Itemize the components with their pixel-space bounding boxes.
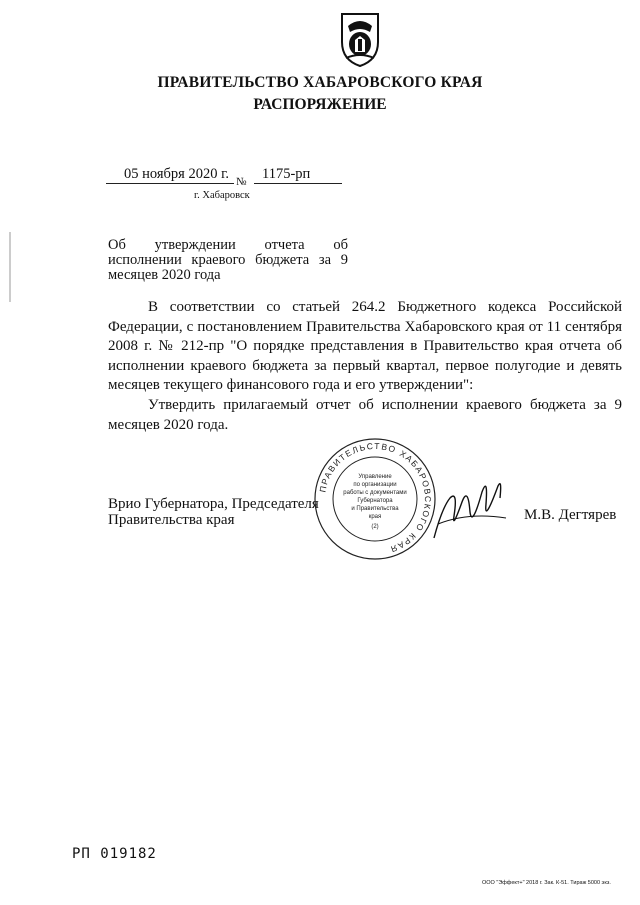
signatory-position-line-1: Врио Губернатора, Председателя [108,496,319,512]
number-underline [254,183,342,184]
government-title: ПРАВИТЕЛЬСТВО ХАБАРОВСКОГО КРАЯ [157,74,483,91]
signatory-name: М.В. Дегтярев [524,507,617,523]
document-number: 1175-рп [262,166,311,182]
stamp-line: по организации [353,482,397,488]
scan-margin-mark [8,232,12,532]
stamp-line: и Правительства [351,506,399,512]
stamp-line: Управление [358,474,392,480]
stamp-line: Губернатора [357,498,393,504]
number-sign: № [236,176,247,188]
body-paragraph-2: Утвердить прилагаемый отчет об исполнении краевого бюджета за 9 месяцев 2020 года. [108,397,622,433]
signatory-position [108,496,319,528]
printer-imprint: ООО "Эффект+" 2018 г. Зак. К-51. Тираж 5000 экз. [482,880,611,886]
stamp-line: (2) [371,524,379,530]
coat-of-arms-icon [338,12,382,68]
official-stamp [312,436,438,562]
registration-number: РП 019182 [72,846,157,862]
stamp-ring-text: ПРАВИТЕЛЬСТВО ХАБАРОВСКОГО КРАЯ [317,440,434,555]
date-underline [106,183,234,184]
document-subject: Об утверждении отчета об исполнении краевого бюджета за 9 месяцев 2020 года [108,237,348,283]
signatory-position-line-2: Правительства края [108,512,235,528]
body-paragraph-1: В соответствии со статьей 264.2 Бюджетного кодекса Российской Федерации, с постановлением Правительства Хабаровского края от 11 сентября 2008 г. № 212-пр "О порядке представления в Правительство края отчета об исполнении краевого бюджета за первый квартал, первое полугодие и девять месяцев текущего финансового года и его утверждении": [108,299,622,393]
stamp-line: края [368,514,382,520]
document-type-title: РАСПОРЯЖЕНИЕ [253,96,387,113]
handwritten-signature [428,468,512,544]
stamp-line: работы с документами [343,490,407,496]
document-city: г. Хабаровск [194,190,250,201]
document-date: 05 ноября 2020 г. [124,166,230,182]
